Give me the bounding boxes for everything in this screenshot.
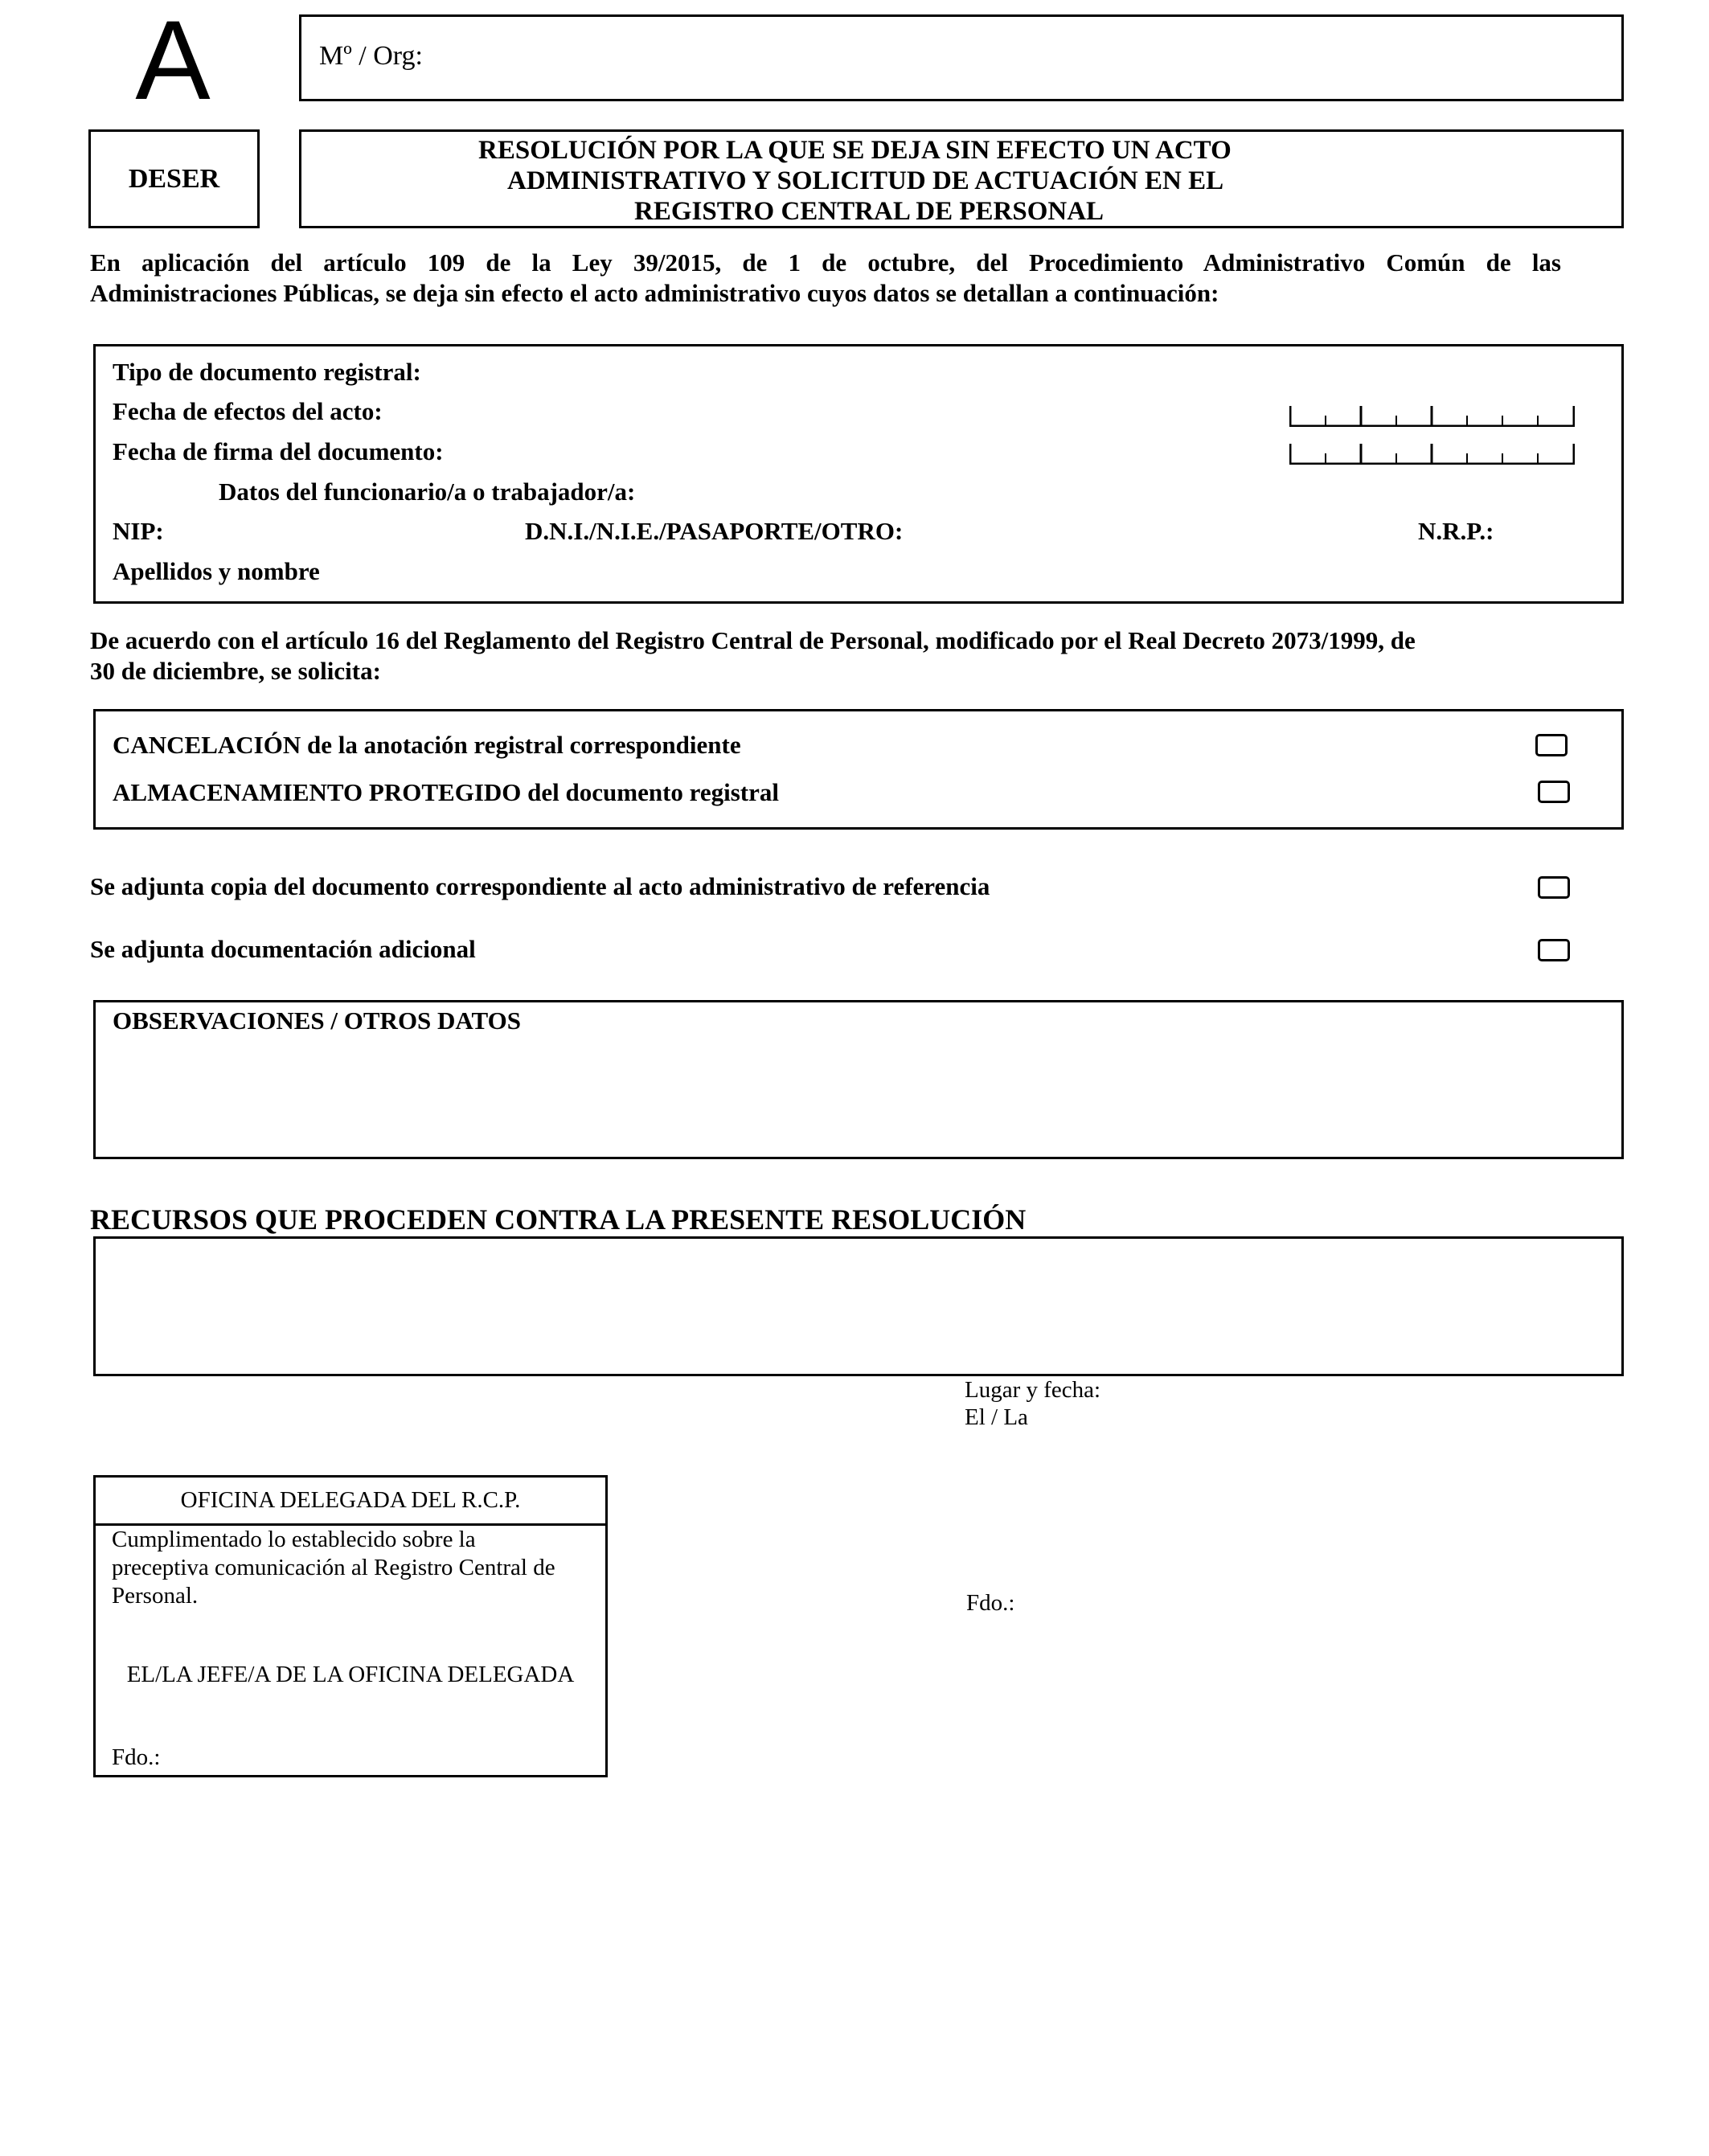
- request-options-box: [93, 709, 1624, 830]
- option-protected-rest: del documento registral: [521, 778, 779, 806]
- delegated-office-fdo: Fdo.:: [112, 1744, 161, 1770]
- attach-copy-checkbox[interactable]: [1538, 876, 1570, 899]
- option-cancel-bold: CANCELACIÓN: [113, 731, 301, 759]
- request-line-1: De acuerdo con el artículo 16 del Reglamento del Registro Central de Personal, modificado por el Real Decreto 2073/1999, de: [90, 626, 1416, 654]
- appeals-field[interactable]: [93, 1236, 1624, 1376]
- authority-label: El / La: [965, 1404, 1028, 1430]
- id-document-label: D.N.I./N.I.E./PASAPORTE/OTRO:: [525, 517, 904, 545]
- intro-line-1: En aplicación del artículo 109 de la Ley 39/2015, de 1 de octubre, del Procedimiento Administrativo Común de las: [90, 248, 1561, 277]
- document-title: [299, 129, 1624, 228]
- effect-date-label: Fecha de efectos del acto:: [113, 397, 383, 425]
- option-protected-checkbox[interactable]: [1538, 781, 1570, 803]
- option-protected-bold: ALMACENAMIENTO PROTEGIDO: [113, 778, 522, 806]
- signature-block: [965, 1376, 1100, 1431]
- sign-date-label: Fecha de firma del documento:: [113, 437, 444, 465]
- form-code: DESER: [128, 163, 220, 194]
- delegated-office-chief: EL/LA JEFE/A DE LA OFICINA DELEGADA: [126, 1662, 575, 1687]
- sign-date-field[interactable]: [1289, 444, 1575, 465]
- attach-additional-checkbox[interactable]: [1538, 939, 1570, 961]
- place-date-label: Lugar y fecha:: [965, 1377, 1101, 1403]
- option-cancel-checkbox[interactable]: [1535, 734, 1568, 756]
- title-line-1: RESOLUCIÓN POR LA QUE SE DEJA SIN EFECTO UN ACTO: [478, 136, 1232, 165]
- observations-label: OBSERVACIONES / OTROS DATOS: [113, 1006, 521, 1035]
- observations-field[interactable]: [93, 1000, 1624, 1159]
- option-cancel-rest: de la anotación registral correspondiente: [301, 731, 741, 759]
- doc-type-label: Tipo de documento registral:: [113, 358, 421, 386]
- employee-section-label: Datos del funcionario/a o trabajador/a:: [219, 478, 636, 506]
- org-field[interactable]: [299, 14, 1624, 101]
- act-details-box: [93, 344, 1624, 604]
- title-line-2: ADMINISTRATIVO Y SOLICITUD DE ACTUACIÓN EN EL: [507, 166, 1224, 195]
- attach-additional-label: Se adjunta documentación adicional: [90, 935, 476, 963]
- org-label: Mº / Org:: [319, 41, 423, 71]
- attach-copy-label: Se adjunta copia del documento correspondiente al acto administrativo de referencia: [90, 872, 990, 900]
- office-text-line: Personal.: [112, 1583, 199, 1609]
- delegated-office-title: OFICINA DELEGADA DEL R.C.P.: [96, 1478, 605, 1526]
- delegated-office-text: [112, 1526, 594, 1610]
- intro-line-2: Administraciones Públicas, se deja sin efecto el acto administrativo cuyos datos se detallan a continuación:: [90, 279, 1219, 307]
- title-line-3: REGISTRO CENTRAL DE PERSONAL: [634, 197, 1104, 226]
- form-code-box: [88, 129, 260, 228]
- office-text-line: Cumplimentado lo establecido sobre la: [112, 1527, 476, 1552]
- form-letter: A: [135, 0, 211, 123]
- appeals-title: RECURSOS QUE PROCEDEN CONTRA LA PRESENTE RESOLUCIÓN: [90, 1203, 1027, 1236]
- request-line-2: 30 de diciembre, se solicita:: [90, 657, 381, 685]
- nip-label: NIP:: [113, 517, 164, 545]
- option-protected-label: [113, 777, 779, 808]
- nrp-label: N.R.P.:: [1418, 517, 1494, 545]
- signature-fdo-label: Fdo.:: [966, 1590, 1015, 1616]
- effect-date-field[interactable]: [1289, 406, 1575, 427]
- office-text-line: preceptiva comunicación al Registro Central de: [112, 1555, 555, 1580]
- delegated-office-box: [93, 1475, 608, 1777]
- name-label: Apellidos y nombre: [113, 557, 320, 585]
- option-cancel-label: [113, 730, 741, 760]
